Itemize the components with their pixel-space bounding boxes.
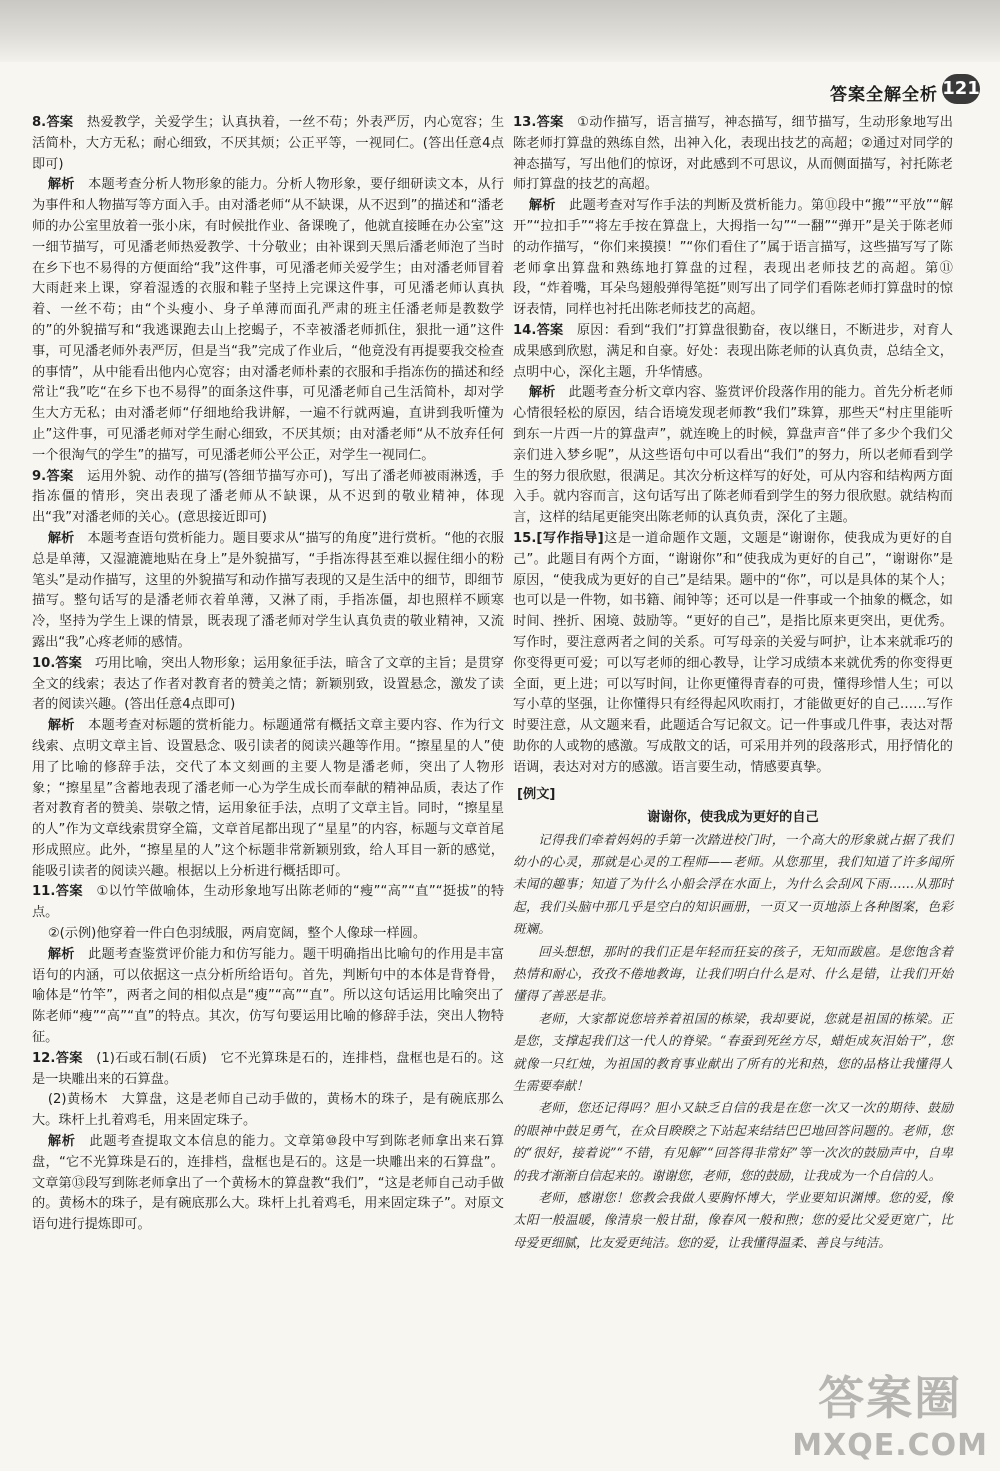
analysis-label: 解析 — [47, 177, 75, 193]
answer-label: 答案 — [46, 115, 74, 130]
answer-item-8 — [32, 113, 504, 467]
watermark-line-1: 答案圈 — [818, 1371, 963, 1425]
essay-paragraph: 老师，感谢您！您教会我做人要胸怀博大，学业要知识渊博。您的爱，像太阳一般温暖，像清泉一般甘甜，像春风一般和煦；您的爱比父爱更宽广，比母爱更细腻，比友爱更纯洁。您的爱，让我懂得温柔、善良与纯洁。 — [513, 1190, 953, 1250]
answer-item-12 — [32, 1049, 504, 1236]
question-number: 15. — [513, 530, 537, 546]
answer-item-13 — [513, 113, 953, 321]
writing-guide-text: 这是一道命题作文题，文题是“谢谢你，使我成为更好的自己”。此题目有两个方面，“谢谢你”和“使我成为更好的自己”，“谢谢你”是原因，“使我成为更好的自己”是结果。题中的“你”，可以是具体的某个人；也可以是一件物，如书籍、闹钟等；还可以是一件事或一个抽象的概念，如时间、挫折、困境、鼓励等。“更好的自己”，是指比原来更突出，更优秀。写作时，要注意两者之间的关系。可写母亲的关爱与呵护，让本来就乖巧的你变得更可爱；可以写老师的细心教导，让学习成绩本来就优秀的你变得更全面，更上进；可以写时间，让你更懂得青春的可贵，懂得珍惜人生；可以写小草的坚强，让你懂得只有经得起风吹雨打，才能做更好的自己……写作时要注意，从文题来看，此题适合写记叙文。记一件事或几件事，表达对帮助你的人或物的感激。写成散文的话，可采用并列的段落形式，用抒情化的语调，表达对对方的感激。语言要生动，情感要真挚。 — [513, 530, 953, 775]
question-number: 9. — [32, 468, 47, 484]
analysis-text: 此题考查提取文本信息的能力。文章第⑩段中写到陈老师拿出来石算盘，“它不光算珠是石的，连排档，盘框也是石的。这是一块雕出来的石算盘”。文章第⑬段写到陈老师拿出了一个黄杨木的算盘教“我们”，“这是老师自己动手做的。黄杨木的珠子，是有碗底那么大。珠杆上扎着鸡毛，用来固定珠子”。对原文语句进行提炼即可。 — [32, 1134, 505, 1233]
watermark-logo — [792, 1362, 988, 1463]
answer-item-10 — [32, 654, 504, 883]
answer-text: 原因：看到“我们”打算盘很勤奋，夜以继日，不断进步，对育人成果感到欣慰，满足和自豪。好处：表现出陈老师的认真负责，总结全文，点明中心，深化主题，升华情感。 — [513, 322, 953, 380]
page-number: 121 — [942, 74, 980, 104]
analysis-text: 此题考查对写作手法的判断及赏析能力。第⑪段中“搬”“平放”“解开”“拉扣手”“将左手按在算盘上，大拇指一勾”“一翻”“弹开”是关于陈老师的动作描写，“你们来摸摸！”“你们看住了”属于语言描写，这些描写写了陈老师拿出算盘和熟练地打算盘的过程，表现出老师技艺的高超。第⑪段，“炸着嘴，耳朵鸟翅般弹得笔挺”则写出了同学们看陈老师打算盘时的惊讶表情，同样也衬托出陈老师技艺的高超。 — [513, 198, 954, 318]
sample-essay-title: 谢谢你，使我成为更好的自己 — [647, 809, 819, 825]
right-column — [513, 113, 953, 1254]
question-number: 11. — [32, 884, 56, 900]
essay-paragraph: 老师，您还记得吗？胆小又缺乏自信的我是在您一次又一次的期待、鼓励的眼神中鼓足勇气，在众目睽睽之下站起来结结巴巴地回答问题的。老师，您的“很好，接着说”“不错，有见解”“回答得非常好”等一次次的鼓励声中，自卑的我才渐渐自信起来的。谢谢您，老师，您的鼓励，让我成为一个自信的人。 — [513, 1100, 953, 1183]
answer-text: ①以竹竿做喻体，生动形象地写出陈老师的“瘦”“高”“直”“挺拔”的特点。 — [32, 884, 505, 921]
analysis-text: 本题考查分析人物形象的能力。分析人物形象，要仔细研读文本，从行为事件和人物描写等方面入手。由对潘老师“从不缺课，从不迟到”的描述和“潘老师的办公室里放着一张小床，有时候批作业、备课晚了，他就直接睡在办公室”这一细节描写，可见潘老师热爱教学、十分敬业；由补课到天黑后潘老师泡了当时在乡下也不易得的方便面给“我”这件事，可见潘老师关爱学生；由对潘老师冒着大雨赶来上课，穿着湿透的衣服和鞋子坚持上完课这件事，可见潘老师认真执着、一丝不苟；由“个头瘦小、身子单薄而面孔严肃的班主任潘老师是教数学的”的外貌描写和“我逃课跑去山上挖蝎子，不幸被潘老师抓住，狠批一通”这件事，可见潘老师外表严厉，但是当“我”完成了作业后，“他竟没有再提要我交检查的事情”，从中能看出他内心宽容；由对潘老师朴素的衣服和手指冻伤的描述和经常让“我”吃“在乡下也不易得”的面条这件事，可见潘老师自己生活简朴，却对学生大方无私；由对潘老师“仔细地给我讲解，一遍不行就两遍，直讲到我听懂为止”这件事，可见潘老师对学生耐心细致，不厌其烦；由对潘老师“从不放弃任何一个很淘气的学生”的描写，可见潘老师公平公正，对学生一视同仁。 — [32, 177, 505, 463]
answer-text-2: (2)黄杨木 大算盘，这是老师自己动手做的，黄杨木的珠子，是有碗底那么大。珠杆上扎着鸡毛，用来固定珠子。 — [32, 1092, 504, 1129]
essay-paragraph: 老师，大家都说您培养着祖国的栋梁，我却要说，您就是祖国的栋梁。正是您，支撑起我们这一代人的脊梁。“春蚕到死丝方尽，蜡炬成灰泪始干”，您就像一只红烛，为祖国的教育事业献出了所有的光和热，您的品格让我懂得人生需要奉献！ — [513, 1010, 953, 1093]
answer-label: 答案 — [536, 322, 564, 338]
left-column — [32, 113, 504, 1236]
answer-text: ①动作描写，语言描写，神态描写，细节描写，生动形象地写出陈老师打算盘的熟练自然，出神入化，表现出技艺的高超；②通过对同学的神态描写，写出他们的惊讶，对此感到不可思议，从而侧面描写，衬托陈老师打算盘的技艺的高超。 — [513, 115, 953, 193]
essay-paragraph: 记得我们牵着妈妈的手第一次踏进校门时，一个高大的形象就占据了我们幼小的心灵，那就是心灵的工程师——老师。从您那里，我们知道了许多闻所未闻的趣事；知道了为什么小船会浮在水面上，为什么会刮风下雨……从那时起，我们头脑中那几乎是空白的知识画册，一页又一页地添上各种图案，色彩斑斓。 — [513, 831, 953, 937]
analysis-label: 解析 — [47, 946, 75, 962]
answer-text: 巧用比喻，突出人物形象；运用象征手法，暗含了文章的主旨；是贯穿全文的线索；表达了作者对教育者的赞美之情；新颖别致，设置悬念，激发了读者的阅读兴趣。(答出任意4点即可) — [32, 655, 505, 713]
analysis-label: 解析 — [47, 718, 75, 734]
analysis-label: 解析 — [47, 530, 75, 546]
answer-label: 答案 — [55, 884, 83, 900]
writing-guide-label: [写作指导] — [536, 530, 604, 546]
answer-label: 答案 — [55, 655, 82, 671]
analysis-text: 此题考查分析文章内容、鉴赏评价段落作用的能力。首先分析老师心情很轻松的原因，结合语境发现老师教“我们”珠算，那些天“村庄里能听到东一片西一片的算盘声”，就连晚上的时候，算盘声音“伴了多少个我们父亲们进入梦乡呢”，从这些语句中可以看出“我们”的努力，所以老师看到学生的努力很欣慰，很满足。其次分析这样写的好处，可从内容和结构两方面入手。就内容而言，这句话写出了陈老师看到学生的努力很欣慰。就结构而言，这样的结尾更能突出陈老师的认真负责，深化了主题。 — [513, 385, 954, 526]
analysis-label: 解析 — [528, 198, 556, 214]
answer-label: 答案 — [46, 468, 74, 484]
answer-label: 答案 — [536, 115, 564, 130]
essay-paragraph: 回头想想，那时的我们正是年轻而狂妄的孩子，无知而跋扈。是您饱含着热情和耐心，孜孜不倦地教诲，让我们明白什么是对、什么是错，让我们开始懂得了善恶是非。 — [513, 943, 953, 1004]
question-number: 10. — [32, 655, 56, 671]
analysis-label: 解析 — [47, 1134, 76, 1150]
question-number: 13. — [513, 115, 537, 130]
answer-item-9 — [32, 467, 504, 654]
analysis-text: 本题考查对标题的赏析能力。标题通常有概括文章主要内容、作为行文线索、点明文章主旨、设置悬念、吸引读者的阅读兴趣等作用。“擦星星的人”使用了比喻的修辞手法，交代了本文刻画的主要人物是潘老师，突出了人物形象；“擦星星”含蓄地表现了潘老师一心为学生成长而奉献的精神品质，表达了作者对教育者的赞美、崇敬之情，运用象征手法，点明了文章主旨。同时，“擦星星的人”作为文章线索贯穿全篇，文章首尾都出现了“星星”的内容，标题与文章首尾形成照应。此外，“擦星星的人”这个标题非常新颖别致，给人耳目一新的感觉，能吸引读者的阅读兴趣。根据以上分析进行概括即可。 — [32, 718, 505, 879]
question-number: 14. — [513, 322, 537, 338]
analysis-text: 此题考查鉴赏评价能力和仿写能力。题干明确指出比喻句的作用是丰富语句的内涵，可以依据这一点分析所给语句。首先，判断句中的本体是背脊骨，喻体是“竹竿”，两者之间的相似点是“瘦”“高”“直”。所以这句话运用比喻突出了陈老师“瘦”“高”“直”的特点。其次，仿写句要运用比喻的修辞手法，突出人物特征。 — [32, 946, 505, 1046]
answer-item-15 — [513, 529, 953, 779]
question-number: 12. — [32, 1050, 56, 1066]
header-title: 答案全解全析 — [830, 85, 938, 105]
sample-essay-label: [例文] — [517, 786, 556, 802]
watermark-line-2: MXQE.COM — [792, 1428, 988, 1463]
answer-text: 热爱教学，关爱学生；认真执着，一丝不苟；外表严厉，内心宽容；生活简朴，大方无私；耐心细致，不厌其烦；公正平等，一视同仁。(答出任意4点即可) — [32, 115, 505, 172]
answer-text-2: ②(示例)他穿着一件白色羽绒服，两肩宽阔，整个人像球一样圆。 — [47, 926, 427, 942]
analysis-label: 解析 — [528, 385, 556, 401]
answer-label: 答案 — [55, 1050, 83, 1066]
sample-essay — [513, 829, 953, 1255]
analysis-text: 本题考查语句赏析能力。题目要求从“描写的角度”进行赏析。“他的衣服总是单薄，又湿漉漉地贴在身上”是外貌描写，“手指冻得甚至难以握住细小的粉笔头”是动作描写，这里的外貌描写和动作描写表现的又是生活中的细节，即细节描写。整句话写的是潘老师衣着单薄，又淋了雨，手指冻僵，却也照样不顾寒冷，坚持为学生上课的情景，既表现了潘老师对学生认真负责的敬业精神，又流露出“我”心疼老师的感情。 — [32, 530, 504, 650]
answer-item-11 — [32, 882, 504, 1048]
answer-text: 运用外貌、动作的描写(答细节描写亦可)，写出了潘老师被雨淋透，手指冻僵的情形，突出表现了潘老师从不缺课，从不迟到的敬业精神，体现出“我”对潘老师的关心。(意思接近即可) — [32, 468, 505, 526]
answer-item-14 — [513, 321, 953, 529]
page-top-band — [0, 0, 1000, 62]
question-number: 8. — [32, 115, 47, 130]
answer-text: (1)石或石制(石质) 它不光算珠是石的，连排档，盘框也是石的。这是一块雕出来的石算盘。 — [32, 1050, 505, 1087]
